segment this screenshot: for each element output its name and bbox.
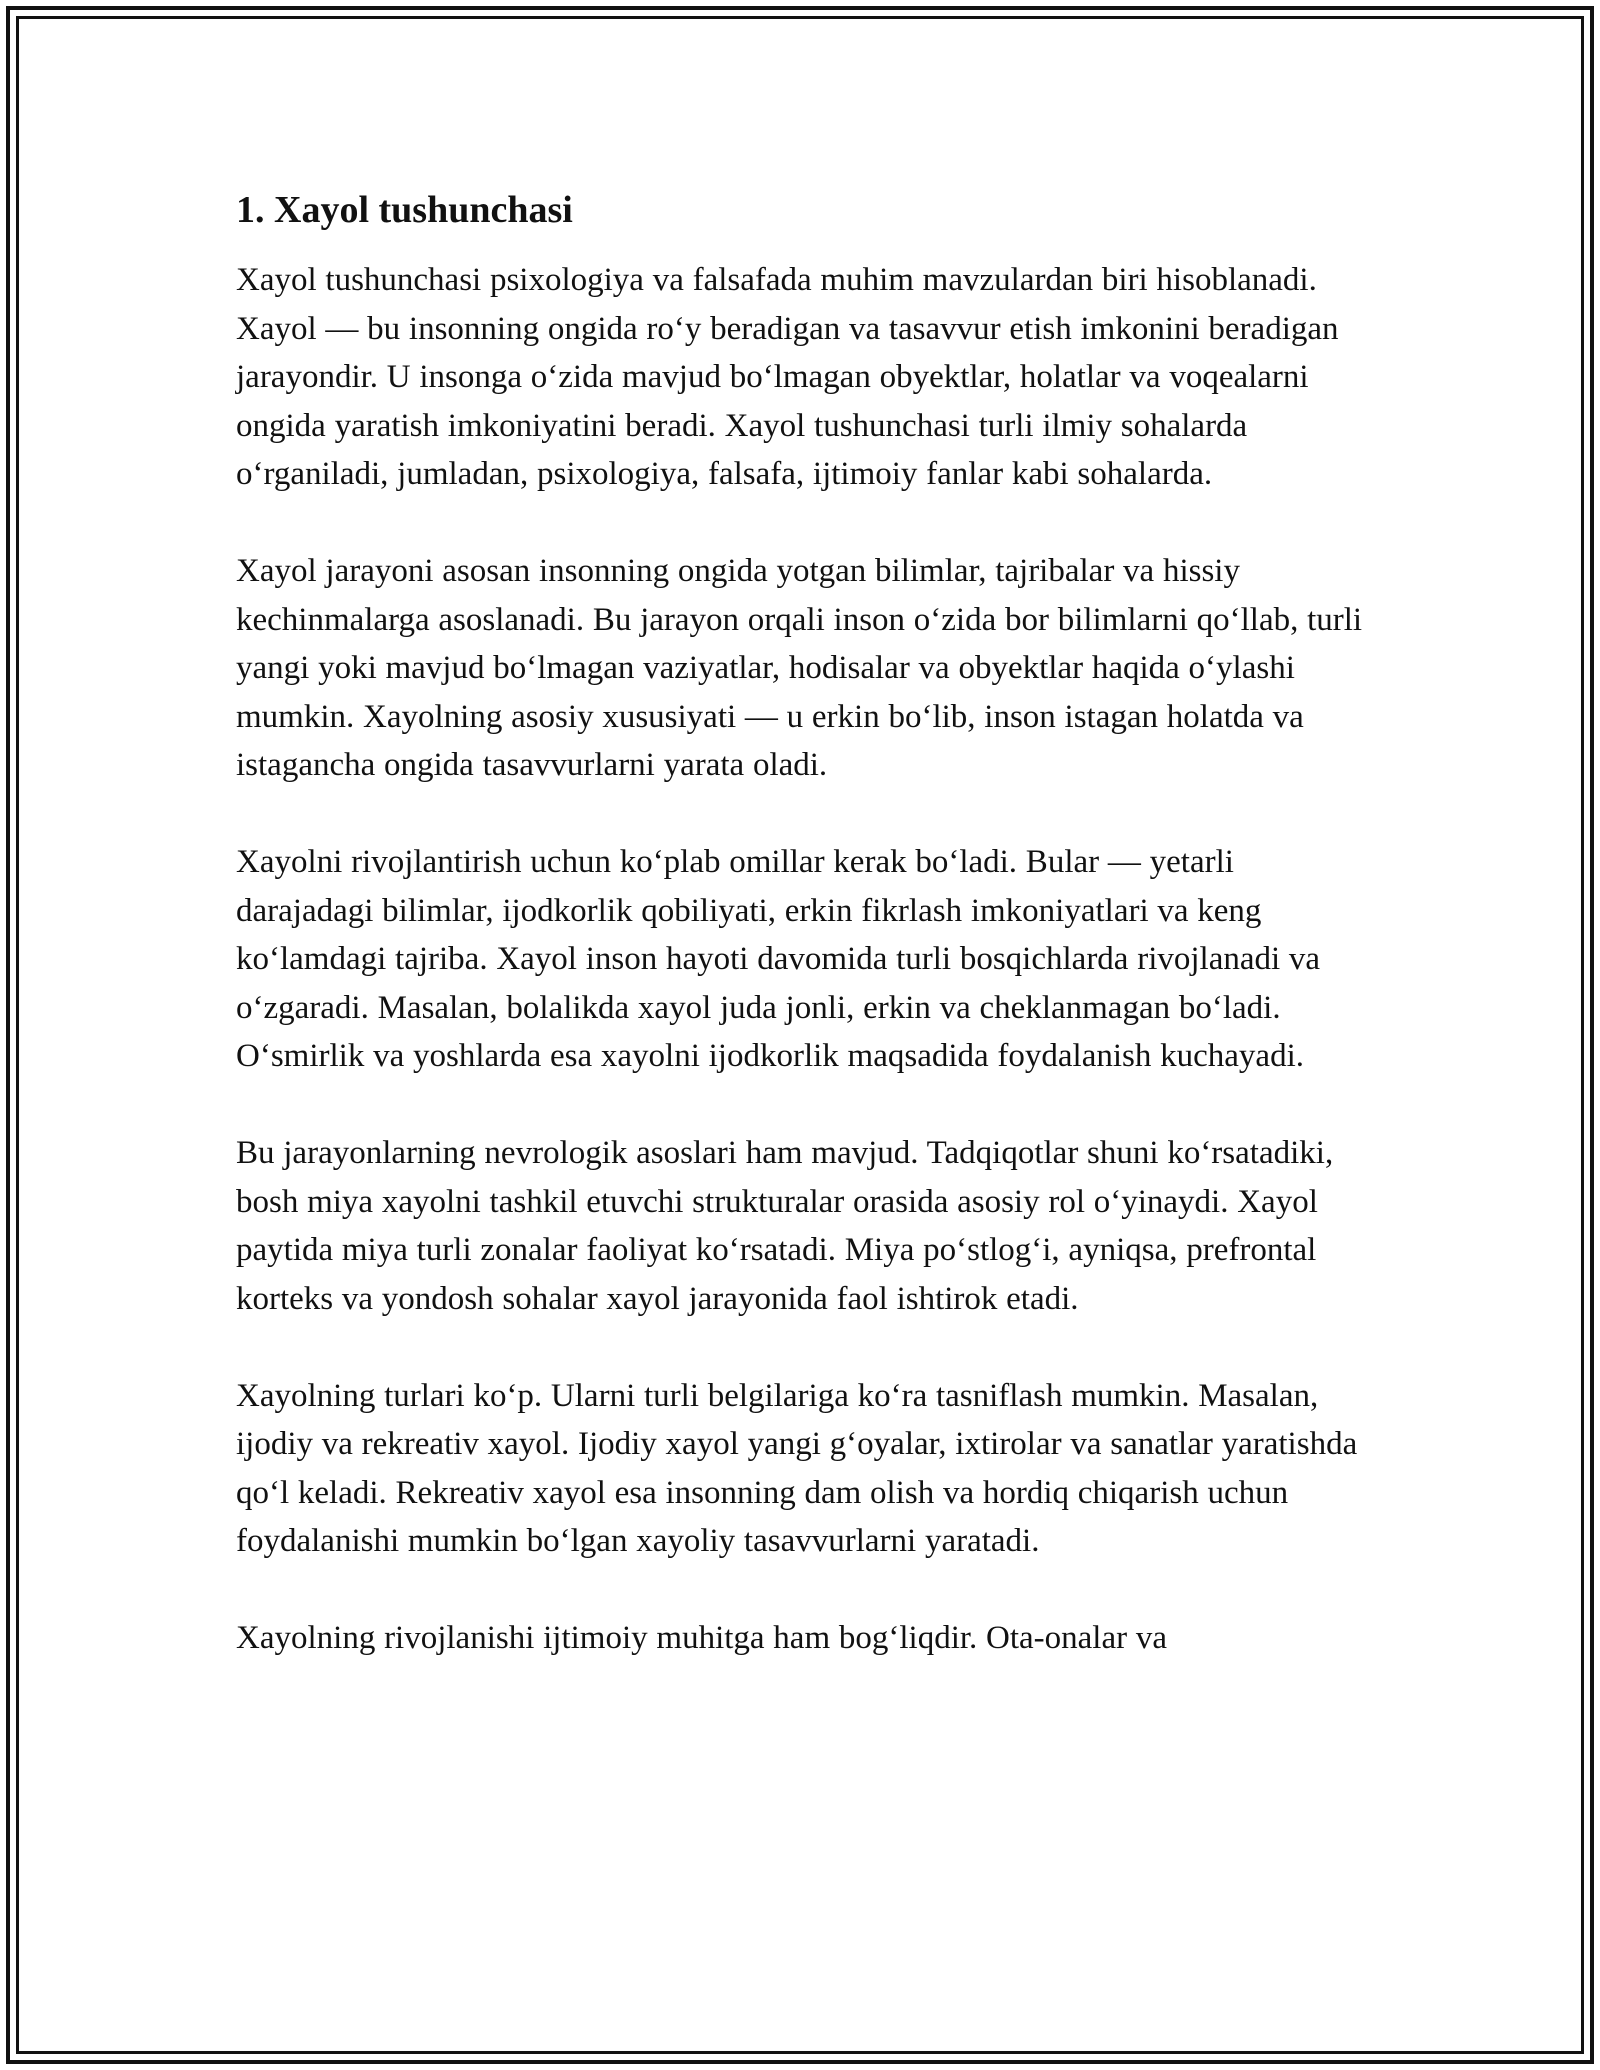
paragraph-1: Xayol tushunchasi psixologiya va falsafada muhim mavzulardan biri hisoblanadi. Xayol — bu insonning ongida ro‘y beradigan va tasavvur etish imkonini beradigan jarayondir. U insonga o‘zida mavjud bo‘lmagan obyektlar, holatlar va voqealarni ongida yaratish imkoniyatini beradi. Xayol tushunchasi turli ilmiy sohalarda o‘rganiladi, jumladan, psixologiya, falsafa, ijtimoiy fanlar kabi sohalarda. <box>236 262 1339 492</box>
paragraph-2: Xayol jarayoni asosan insonning ongida yotgan bilimlar, tajribalar va hissiy kechinmalarga asoslanadi. Bu jarayon orqali inson o‘zida bor bilimlarni qo‘llab, turli yangi yoki mavjud bo‘lmagan vaziyatlar, hodisalar va obyektlar haqida o‘ylashi mumkin. Xayolning asosiy xususiyati — u erkin bo‘lib, inson istagan holatda va istagancha ongida tasavvurlarni yarata oladi. <box>236 553 1363 783</box>
paragraph-4: Bu jarayonlarning nevrologik asoslari ham mavjud. Tadqiqotlar shuni ko‘rsatadiki, bosh miya xayolni tashkil etuvchi strukturalar orasida asosiy rol o‘yinaydi. Xayol paytida miya turli zonalar faoliyat ko‘rsatadi. Miya po‘stlog‘i, ayniqsa, prefrontal korteks va yondosh sohalar xayol jarayonida faol ishtirok etadi. <box>236 1135 1334 1317</box>
paragraph-5: Xayolning turlari ko‘p. Ularni turli belgilariga ko‘ra tasniflash mumkin. Masalan, ijodiy va rekreativ xayol. Ijodiy xayol yangi g‘oyalar, ixtirolar va sanatlar yaratishda qo‘l keladi. Rekreativ xayol esa insonning dam olish va hordiq chiqarish uchun foydalanishi mumkin bo‘lgan xayoliy tasavvurlarni yaratadi. <box>236 1377 1358 1559</box>
document-body <box>236 186 1376 1711</box>
paragraph-6: Xayolning rivojlanishi ijtimoiy muhitga ham bog‘liqdir. Ota-onalar va <box>236 1620 1168 1656</box>
paragraph-3: Xayolni rivojlantirish uchun ko‘plab omillar kerak bo‘ladi. Bular — yetarli darajadagi bilimlar, ijodkorlik qobiliyati, erkin fikrlash imkoniyatlari va keng ko‘lamdagi tajriba. Xayol inson hayoti davomida turli bosqichlarda rivojlanadi va o‘zgaradi. Masalan, bolalikda xayol juda jonli, erkin va cheklanmagan bo‘ladi. O‘smirlik va yoshlarda esa xayolni ijodkorlik maqsadida foydalanish kuchayadi. <box>236 844 1321 1074</box>
section-heading: 1. Xayol tushunchasi <box>236 189 573 231</box>
